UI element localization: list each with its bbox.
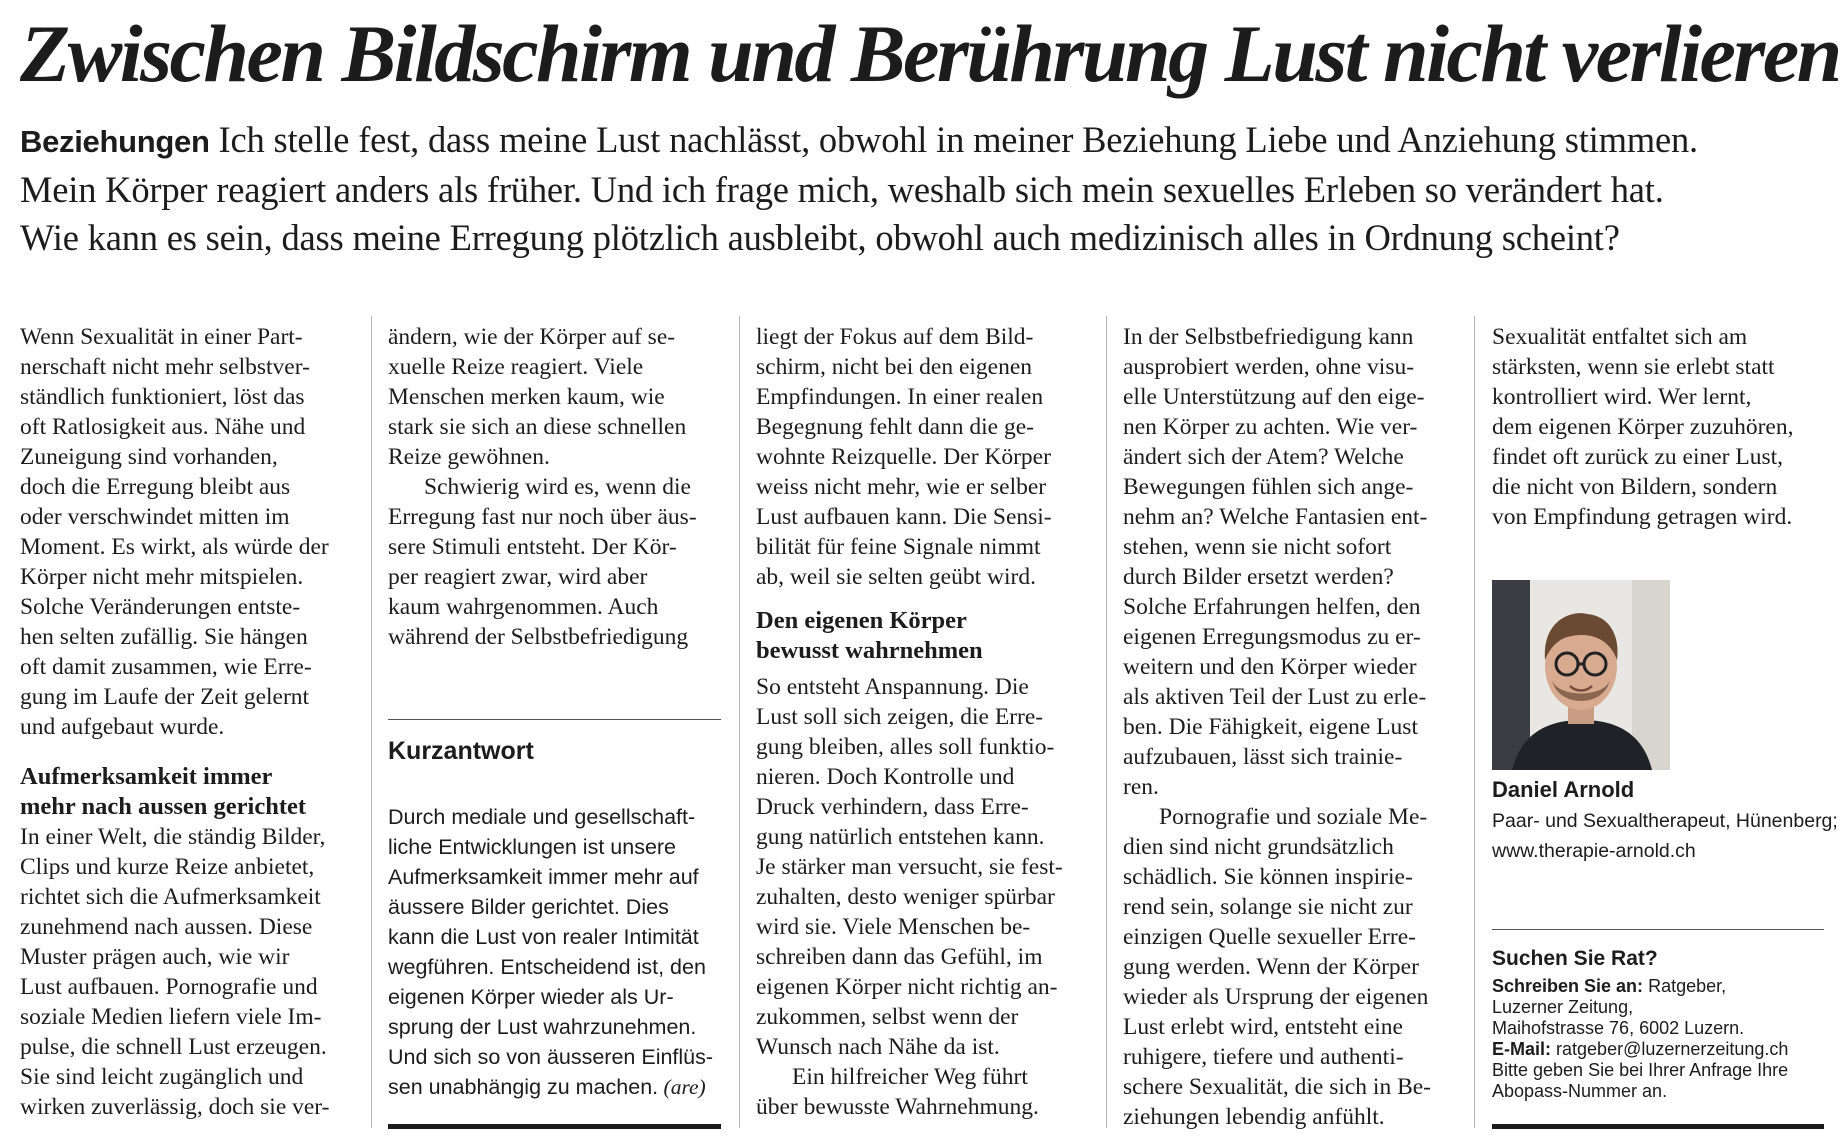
text-line: Und sich so von äusseren Einflüs-	[388, 1045, 714, 1069]
text-line: durch Bilder ersetzt werden?	[1123, 564, 1394, 590]
text-line: Muster prägen auch, wie wir	[20, 944, 290, 970]
text-line: Begegnung fehlt dann die ge-	[756, 414, 1034, 440]
text-line: nen Körper zu achten. Wie ver-	[1123, 414, 1418, 440]
text-line: kaum wahrgenommen. Auch	[388, 594, 659, 620]
lead-line-3: Wie kann es sein, dass meine Erregung plötzlich ausbleibt, obwohl auch medizinisch alles in Ordnung scheint?	[20, 217, 1620, 258]
text-line: Zuneigung sind vorhanden,	[20, 444, 278, 470]
article-column-2	[388, 322, 728, 652]
text-line: hen selten zufällig. Sie hängen	[20, 624, 308, 650]
text-line: nieren. Doch Kontrolle und	[756, 764, 1015, 790]
text-line: Moment. Es wirkt, als würde der	[20, 534, 329, 560]
help-email-line	[1492, 1039, 1788, 1060]
text-line: die nicht von Bildern, sondern	[1492, 474, 1778, 500]
text-line: Solche Veränderungen entste-	[20, 594, 301, 620]
text-line: kann die Lust von realer Intimität	[388, 925, 699, 949]
kurzantwort-body	[388, 802, 713, 1102]
text-line: Solche Erfahrungen helfen, den	[1123, 594, 1421, 620]
address-line: Maihofstrasse 76, 6002 Luzern.	[1492, 1018, 1745, 1038]
text-line: Sie sind leicht zugänglich und	[20, 1064, 304, 1090]
text-line: nehm an? Welche Fantasien ent-	[1123, 504, 1428, 530]
column-divider	[1106, 316, 1107, 1128]
subhead-line: Aufmerksamkeit immer	[20, 763, 273, 790]
text-line: Empfindungen. In einer realen	[756, 384, 1044, 410]
text-line: als aktiven Teil der Lust zu erle-	[1123, 684, 1427, 710]
subhead-line: bewusst wahrnehmen	[756, 637, 983, 664]
text-line: Lust soll sich zeigen, die Erre-	[756, 704, 1044, 730]
text-line: einzigen Quelle sexueller Erre-	[1123, 924, 1416, 950]
text-line: gung im Laufe der Zeit gelernt	[20, 684, 310, 710]
text-line: wirken zuverlässig, doch sie ver-	[20, 1094, 330, 1120]
lead-text-1: Ich stelle fest, dass meine Lust nachlässt, obwohl in meiner Beziehung Liebe und Anziehung stimmen.	[218, 119, 1698, 160]
text-line: sprung der Lust wahrzunehmen.	[388, 1015, 697, 1039]
lead-line-1	[20, 116, 1840, 166]
text-line: schirm, nicht bei den eigenen	[756, 354, 1033, 380]
text-line: Lust erlebt wird, entsteht eine	[1123, 1014, 1403, 1040]
subhead-line: Den eigenen Körper	[756, 607, 967, 634]
text-line: schere Sexualität, die sich in Be-	[1123, 1074, 1432, 1100]
text-line: per reagiert zwar, wird aber	[388, 564, 648, 590]
help-box-top-rule	[1492, 929, 1824, 930]
text-line: stark sie sich an diese schnellen	[388, 414, 687, 440]
text-line: liche Entwicklungen ist unsere	[388, 835, 677, 859]
text-line: weiss nicht mehr, wie er selber	[756, 474, 1047, 500]
author-name: Daniel Arnold	[1492, 777, 1635, 802]
text-line: oder verschwindet mitten im	[20, 504, 290, 530]
text-line: schädlich. Sie können inspirie-	[1123, 864, 1413, 890]
text-line: bilität für feine Signale nimmt	[756, 534, 1041, 560]
text-line: Erregung fast nur noch über äus-	[388, 504, 697, 530]
help-box-title: Suchen Sie Rat?	[1492, 947, 1658, 970]
article-column-1	[20, 322, 360, 1122]
write-label: Schreiben Sie an:	[1492, 976, 1644, 996]
text-line: Aufmerksamkeit immer mehr auf	[388, 865, 699, 889]
text-line: Lust aufbauen kann. Die Sensi-	[756, 504, 1052, 530]
text-line: dien sind nicht grundsätzlich	[1123, 834, 1394, 860]
text-line: Wunsch nach Nähe da ist.	[756, 1034, 1000, 1060]
text-line: Druck verhindern, dass Erre-	[756, 794, 1029, 820]
text-line: Reize gewöhnen.	[388, 444, 550, 470]
rubric-label: Beziehungen	[20, 124, 210, 159]
text-line: weitern und den Körper wieder	[1123, 654, 1417, 680]
text-line: wird sie. Viele Menschen be-	[756, 914, 1031, 940]
text-line: So entsteht Anspannung. Die	[756, 674, 1029, 700]
article-column-4	[1123, 322, 1463, 1132]
column-divider	[371, 316, 372, 1128]
text-line: Clips und kurze Reize anbietet,	[20, 854, 315, 880]
text-line: und aufgebaut wurde.	[20, 714, 225, 740]
help-note-line: Bitte geben Sie bei Ihrer Anfrage Ihre	[1492, 1060, 1789, 1080]
email-link[interactable]: ratgeber@luzernerzeitung.ch	[1556, 1039, 1789, 1059]
column-divider	[1474, 316, 1475, 1128]
text-line: stehen, wenn sie nicht sofort	[1123, 534, 1392, 560]
text-line: eigenen Körper nicht richtig an-	[756, 974, 1058, 1000]
text-line: während der Selbstbefriedigung	[388, 624, 689, 650]
help-note-line: Abopass-Nummer an.	[1492, 1081, 1668, 1101]
text-line: zuhalten, desto weniger spürbar	[756, 884, 1055, 910]
text-line: ständlich funktioniert, löst das	[20, 384, 305, 410]
lead-paragraph	[20, 116, 1840, 262]
author-role-line: Paar- und Sexualtherapeut, Hünenberg;	[1492, 810, 1838, 832]
text-line: oft damit zusammen, wie Erre-	[20, 654, 312, 680]
text-line: Menschen merken kaum, wie	[388, 384, 665, 410]
article-column-5	[1492, 322, 1832, 532]
text-line: Wenn Sexualität in einer Part-	[20, 324, 303, 350]
text-line: gung werden. Wenn der Körper	[1123, 954, 1419, 980]
text-line: oft Ratlosigkeit aus. Nähe und	[20, 414, 306, 440]
text-line: Körper nicht mehr mitspielen.	[20, 564, 304, 590]
text-line: über bewusste Wahrnehmung.	[756, 1094, 1039, 1120]
text-line: sere Stimuli entsteht. Der Kör-	[388, 534, 677, 560]
text-line: aufzubauen, lässt sich trainie-	[1123, 744, 1403, 770]
text-line: ren.	[1123, 774, 1159, 800]
text-line: Lust aufbauen. Pornografie und	[20, 974, 318, 1000]
help-box-body	[1492, 976, 1788, 1102]
address-line: Luzerner Zeitung,	[1492, 997, 1634, 1017]
text-line: gung bleiben, alles soll funktio-	[756, 734, 1055, 760]
text-line: In einer Welt, die ständig Bilder,	[20, 824, 326, 850]
text-line: zunehmend nach aussen. Diese	[20, 914, 313, 940]
text-line: elle Unterstützung auf den eige-	[1123, 384, 1425, 410]
author-website[interactable]: www.therapie-arnold.ch	[1492, 840, 1696, 862]
text-line: Je stärker man versucht, sie fest-	[756, 854, 1063, 880]
text-line: In der Selbstbefriedigung kann	[1123, 324, 1414, 350]
text-line: wegführen. Entscheidend ist, den	[388, 955, 706, 979]
text-line: ziehungen lebendig anfühlt.	[1123, 1104, 1385, 1130]
text-line: rend sein, solange sie nicht zur	[1123, 894, 1413, 920]
text-line: Sexualität entfaltet sich am	[1492, 324, 1748, 350]
text-line: ruhigere, tiefere und authenti-	[1123, 1044, 1404, 1070]
text-line: schreiben dann das Gefühl, im	[756, 944, 1043, 970]
text-line: zukommen, selbst wenn der	[756, 1004, 1019, 1030]
text-line: Schwierig wird es, wenn die	[424, 474, 691, 500]
text-line: stärksten, wenn sie erlebt statt	[1492, 354, 1775, 380]
help-box-bottom-rule	[1492, 1124, 1824, 1129]
text-line: sen unabhängig zu machen. (are)	[388, 1075, 706, 1099]
article-column-3	[756, 322, 1096, 1122]
kurzantwort-title: Kurzantwort	[388, 737, 534, 765]
text-line: kontrolliert wird. Wer lernt,	[1492, 384, 1752, 410]
author-signature: (are)	[658, 1075, 706, 1099]
text-line: pulse, die schnell Lust erzeugen.	[20, 1034, 327, 1060]
text-line: wohnte Reizquelle. Der Körper	[756, 444, 1051, 470]
text-line: von Empfindung getragen wird.	[1492, 504, 1793, 530]
text-line: findet oft zurück zu einer Lust,	[1492, 444, 1784, 470]
text-line: xuelle Reize reagiert. Viele	[388, 354, 644, 380]
headline: Zwischen Bildschirm und Berührung Lust nicht verlieren	[20, 8, 1840, 99]
text-line: wieder als Ursprung der eigenen	[1123, 984, 1429, 1010]
author-photo	[1492, 580, 1670, 770]
kurzantwort-top-rule	[388, 719, 721, 720]
text-line: ben. Die Fähigkeit, eigene Lust	[1123, 714, 1418, 740]
kurzantwort-bottom-rule	[388, 1124, 721, 1129]
author-role	[1492, 806, 1838, 866]
subhead-line: mehr nach aussen gerichtet	[20, 793, 307, 820]
text-line: eigenen Erregungsmodus zu er-	[1123, 624, 1421, 650]
text-line: Bewegungen fühlen sich ange-	[1123, 474, 1414, 500]
column-divider	[739, 316, 740, 1128]
text-line: ausprobiert werden, ohne visu-	[1123, 354, 1415, 380]
help-write-line	[1492, 976, 1788, 997]
write-value: Ratgeber,	[1648, 976, 1727, 996]
email-label: E-Mail:	[1492, 1039, 1552, 1059]
text-line: Ein hilfreicher Weg führt	[792, 1064, 1028, 1090]
text-line: Pornografie und soziale Me-	[1159, 804, 1428, 830]
text-line: ändert sich der Atem? Welche	[1123, 444, 1404, 470]
text-line: ab, weil sie selten geübt wird.	[756, 564, 1036, 590]
text-line: richtet sich die Aufmerksamkeit	[20, 884, 321, 910]
text-line: äussere Bilder gerichtet. Dies	[388, 895, 669, 919]
text-line: gung natürlich entstehen kann.	[756, 824, 1045, 850]
text-line: eigenen Körper wieder als Ur-	[388, 985, 674, 1009]
text-line: dem eigenen Körper zuzuhören,	[1492, 414, 1794, 440]
text-line: ändern, wie der Körper auf se-	[388, 324, 676, 350]
text-line: nerschaft nicht mehr selbstver-	[20, 354, 310, 380]
lead-line-2: Mein Körper reagiert anders als früher. Und ich frage mich, weshalb sich mein sexuelles Erleben so verändert hat.	[20, 169, 1664, 210]
text-line: doch die Erregung bleibt aus	[20, 474, 291, 500]
text-line: Durch mediale und gesellschaft-	[388, 805, 696, 829]
portrait-illustration	[1492, 580, 1670, 770]
text-line: liegt der Fokus auf dem Bild-	[756, 324, 1034, 350]
text-line: soziale Medien liefern viele Im-	[20, 1004, 322, 1030]
